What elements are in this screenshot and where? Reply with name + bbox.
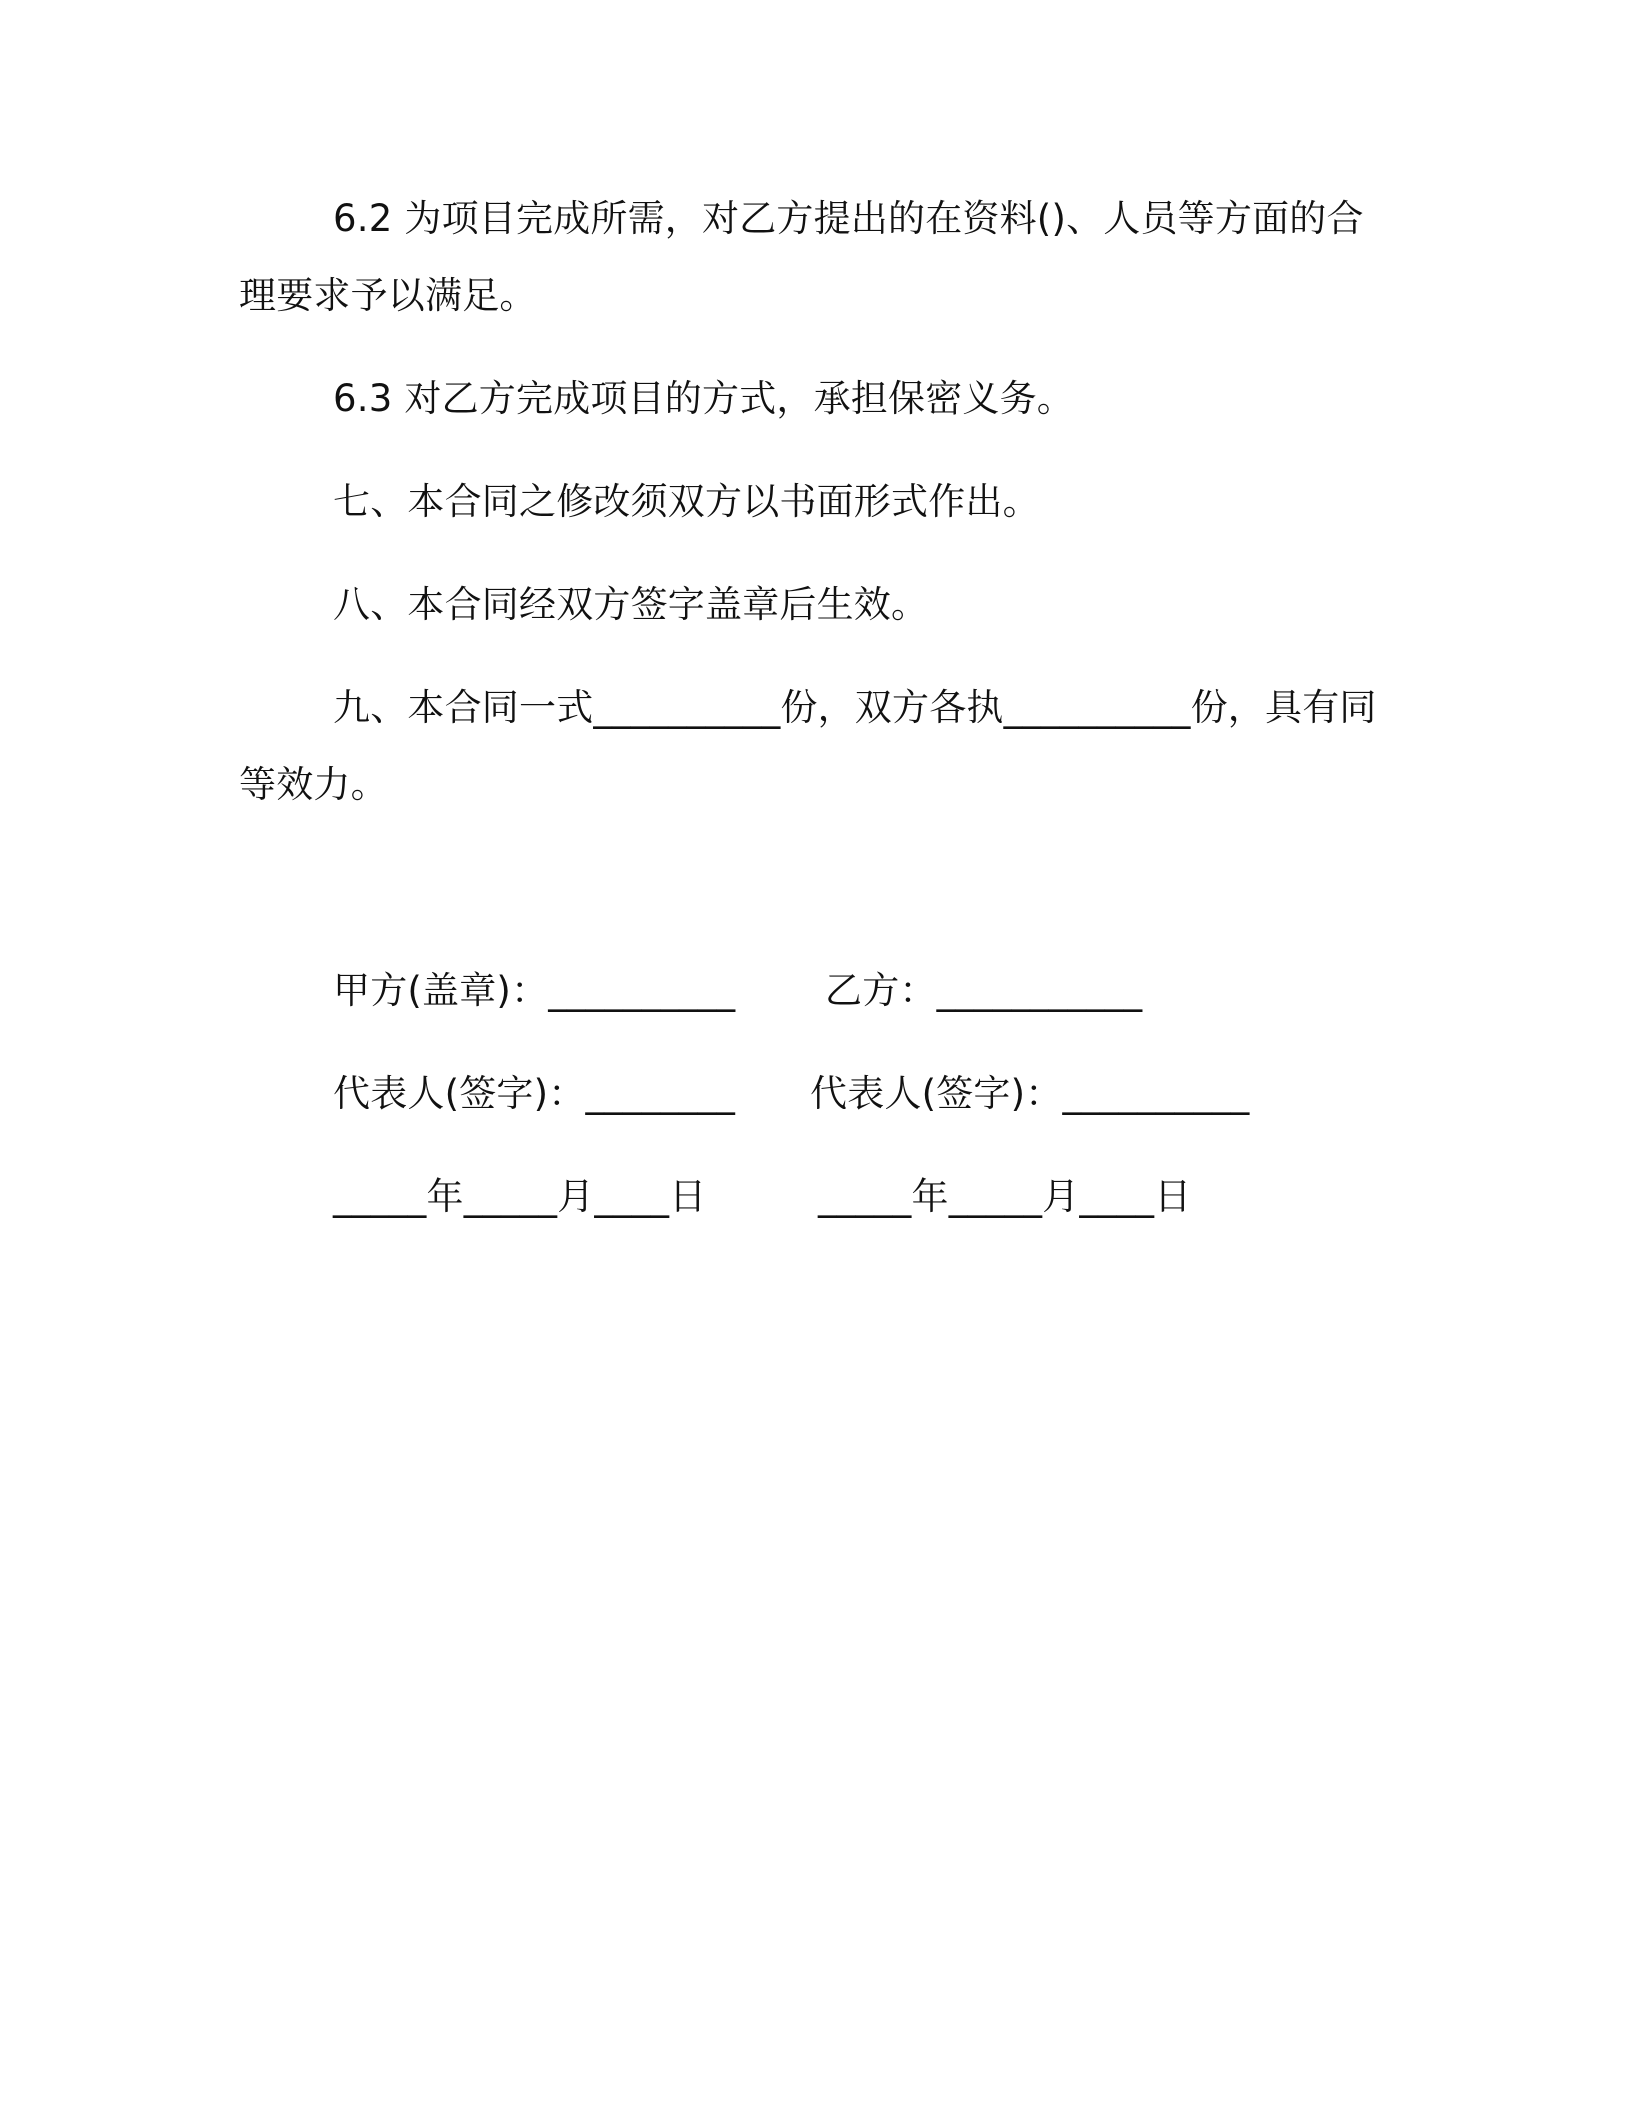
- party-a-seal-field: 甲方(盖章)：__________: [333, 969, 736, 1012]
- date-b-field: _____年_____月____日: [818, 1175, 1192, 1218]
- paragraph-eight: 八、本合同经双方签字盖章后生效。: [333, 583, 929, 626]
- party-b-field: 乙方：___________: [825, 969, 1143, 1012]
- paragraph-6-2-line-1: 6.2 为项目完成所需，对乙方提出的在资料()、人员等方面的合: [333, 197, 1364, 240]
- paragraph-nine-line-1: 九、本合同一式__________份，双方各执__________份，具有同: [333, 686, 1377, 729]
- paragraph-6-3: 6.3 对乙方完成项目的方式，承担保密义务。: [333, 377, 1075, 420]
- paragraph-6-2-line-2: 理要求予以满足。: [239, 274, 537, 317]
- paragraph-nine-line-2: 等效力。: [239, 763, 388, 806]
- representative-b-signature-field: 代表人(签字)：__________: [810, 1072, 1250, 1115]
- representative-a-signature-field: 代表人(签字)：________: [333, 1072, 736, 1115]
- date-a-field: _____年_____月____日: [333, 1175, 707, 1218]
- paragraph-seven: 七、本合同之修改须双方以书面形式作出。: [333, 480, 1040, 523]
